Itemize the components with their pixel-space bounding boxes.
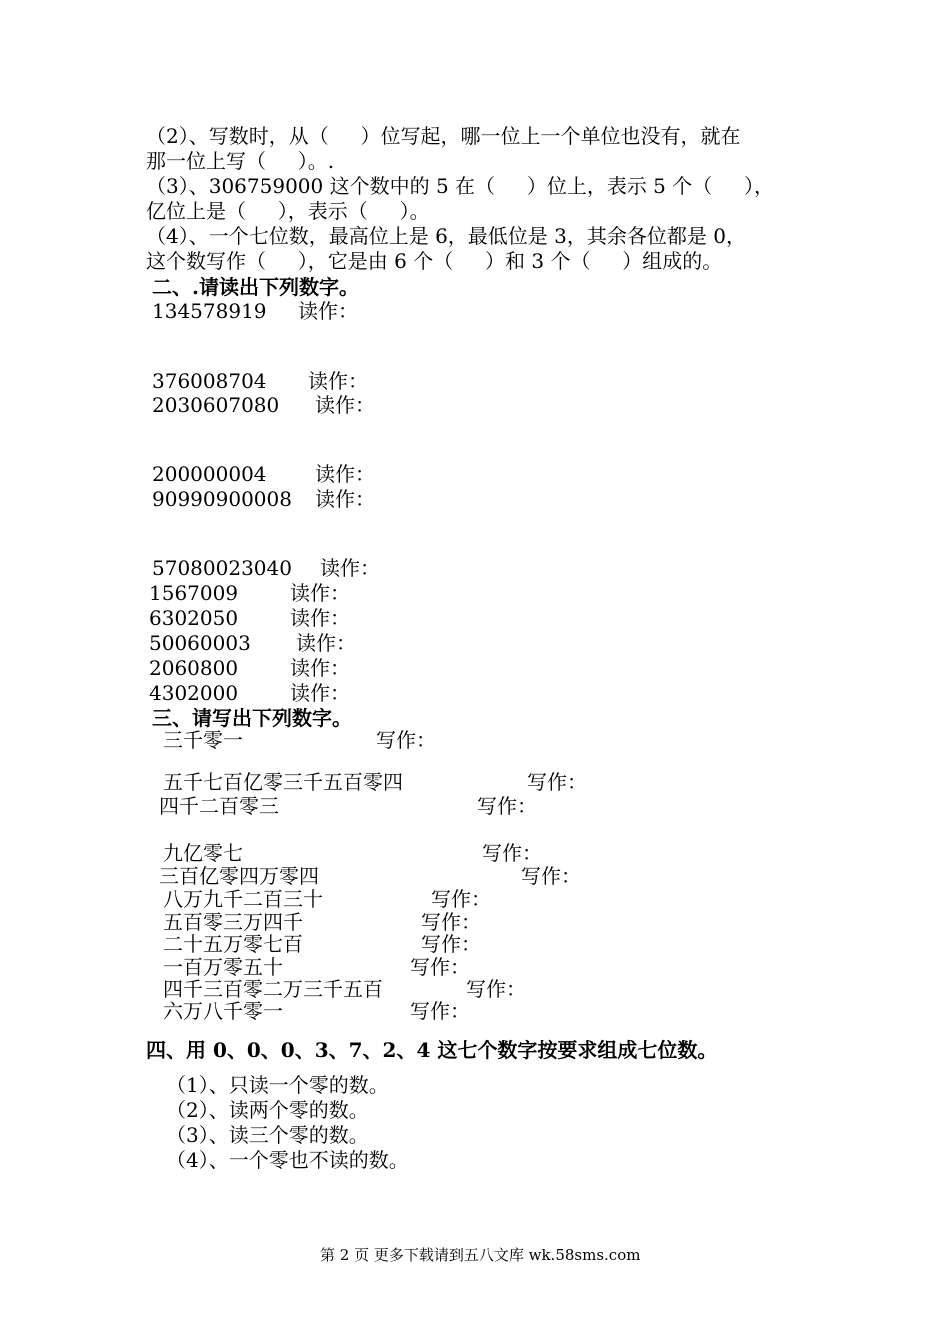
read-number: 376008704	[152, 369, 267, 393]
write-label: 写作：	[482, 841, 542, 865]
read-label: 读作：	[290, 681, 350, 705]
write-words: 三千零一	[163, 728, 243, 752]
write-label: 写作：	[431, 887, 491, 911]
question-2-line-2: 那一位上写（ ）。.	[146, 149, 335, 173]
read-label: 读作：	[315, 487, 375, 511]
section-2-heading: 二、.请读出下列数字。	[152, 275, 359, 299]
question-3-line-2: 亿位上是（ ），表示（ ）。	[146, 199, 430, 223]
read-label: 读作：	[308, 369, 368, 393]
page-footer: 第 2 页 更多下载请到五八文库 wk.58sms.com	[320, 1246, 641, 1264]
list-item: （2）、读两个零的数。	[166, 1098, 369, 1122]
write-words: 五百零三万四千	[163, 910, 303, 934]
read-number: 6302050	[149, 606, 239, 630]
write-label: 写作：	[410, 999, 470, 1023]
read-label: 读作：	[290, 581, 350, 605]
write-label: 写作：	[521, 864, 581, 888]
write-words: 四千二百零三	[159, 794, 279, 818]
read-number: 134578919	[152, 299, 267, 323]
read-number: 4302000	[149, 681, 239, 705]
write-words: 六万八千零一	[163, 999, 283, 1023]
write-words: 二十五万零七百	[163, 932, 303, 956]
read-label: 读作：	[315, 393, 375, 417]
write-words: 九亿零七	[163, 841, 243, 865]
read-number: 2060800	[149, 656, 239, 680]
write-words: 四千三百零二万三千五百	[163, 977, 383, 1001]
question-3-line-1: （3）、306759000 这个数中的 5 在（ ）位上，表示 5 个（ ），	[146, 174, 775, 198]
write-words: 八万九千二百三十	[163, 887, 323, 911]
read-label: 读作：	[315, 462, 375, 486]
write-label: 写作：	[477, 794, 537, 818]
write-label: 写作：	[376, 728, 436, 752]
write-label: 写作：	[527, 770, 587, 794]
question-2-line-1: （2）、写数时，从（ ）位写起，哪一位上一个单位也没有，就在	[146, 124, 741, 148]
write-words: 五千七百亿零三千五百零四	[163, 770, 403, 794]
read-label: 读作：	[320, 556, 380, 580]
question-4-line-2: 这个数写作（ ），它是由 6 个（ ）和 3 个（ ）组成的。	[146, 249, 723, 273]
write-label: 写作：	[421, 910, 481, 934]
write-label: 写作：	[421, 932, 481, 956]
write-label: 写作：	[410, 955, 470, 979]
section-3-heading: 三、请写出下列数字。	[152, 706, 352, 730]
list-item: （3）、读三个零的数。	[166, 1123, 369, 1147]
question-4-line-1: （4）、一个七位数，最高位上是 6，最低位是 3，其余各位都是 0，	[146, 224, 746, 248]
section-4-heading: 四、用 0、0、0、3、7、2、4 这七个数字按要求组成七位数。	[146, 1038, 718, 1062]
read-label: 读作：	[290, 606, 350, 630]
read-number: 1567009	[149, 581, 239, 605]
list-item: （4）、一个零也不读的数。	[166, 1148, 409, 1172]
read-label: 读作：	[298, 299, 358, 323]
write-words: 三百亿零四万零四	[159, 864, 319, 888]
write-label: 写作：	[466, 977, 526, 1001]
read-number: 50060003	[149, 631, 251, 655]
read-number: 200000004	[152, 462, 267, 486]
read-number: 2030607080	[152, 393, 280, 417]
read-number: 90990900008	[152, 487, 292, 511]
read-label: 读作：	[290, 656, 350, 680]
write-words: 一百万零五十	[163, 955, 283, 979]
read-label: 读作：	[296, 631, 356, 655]
read-number: 57080023040	[152, 556, 292, 580]
list-item: （1）、只读一个零的数。	[166, 1073, 389, 1097]
